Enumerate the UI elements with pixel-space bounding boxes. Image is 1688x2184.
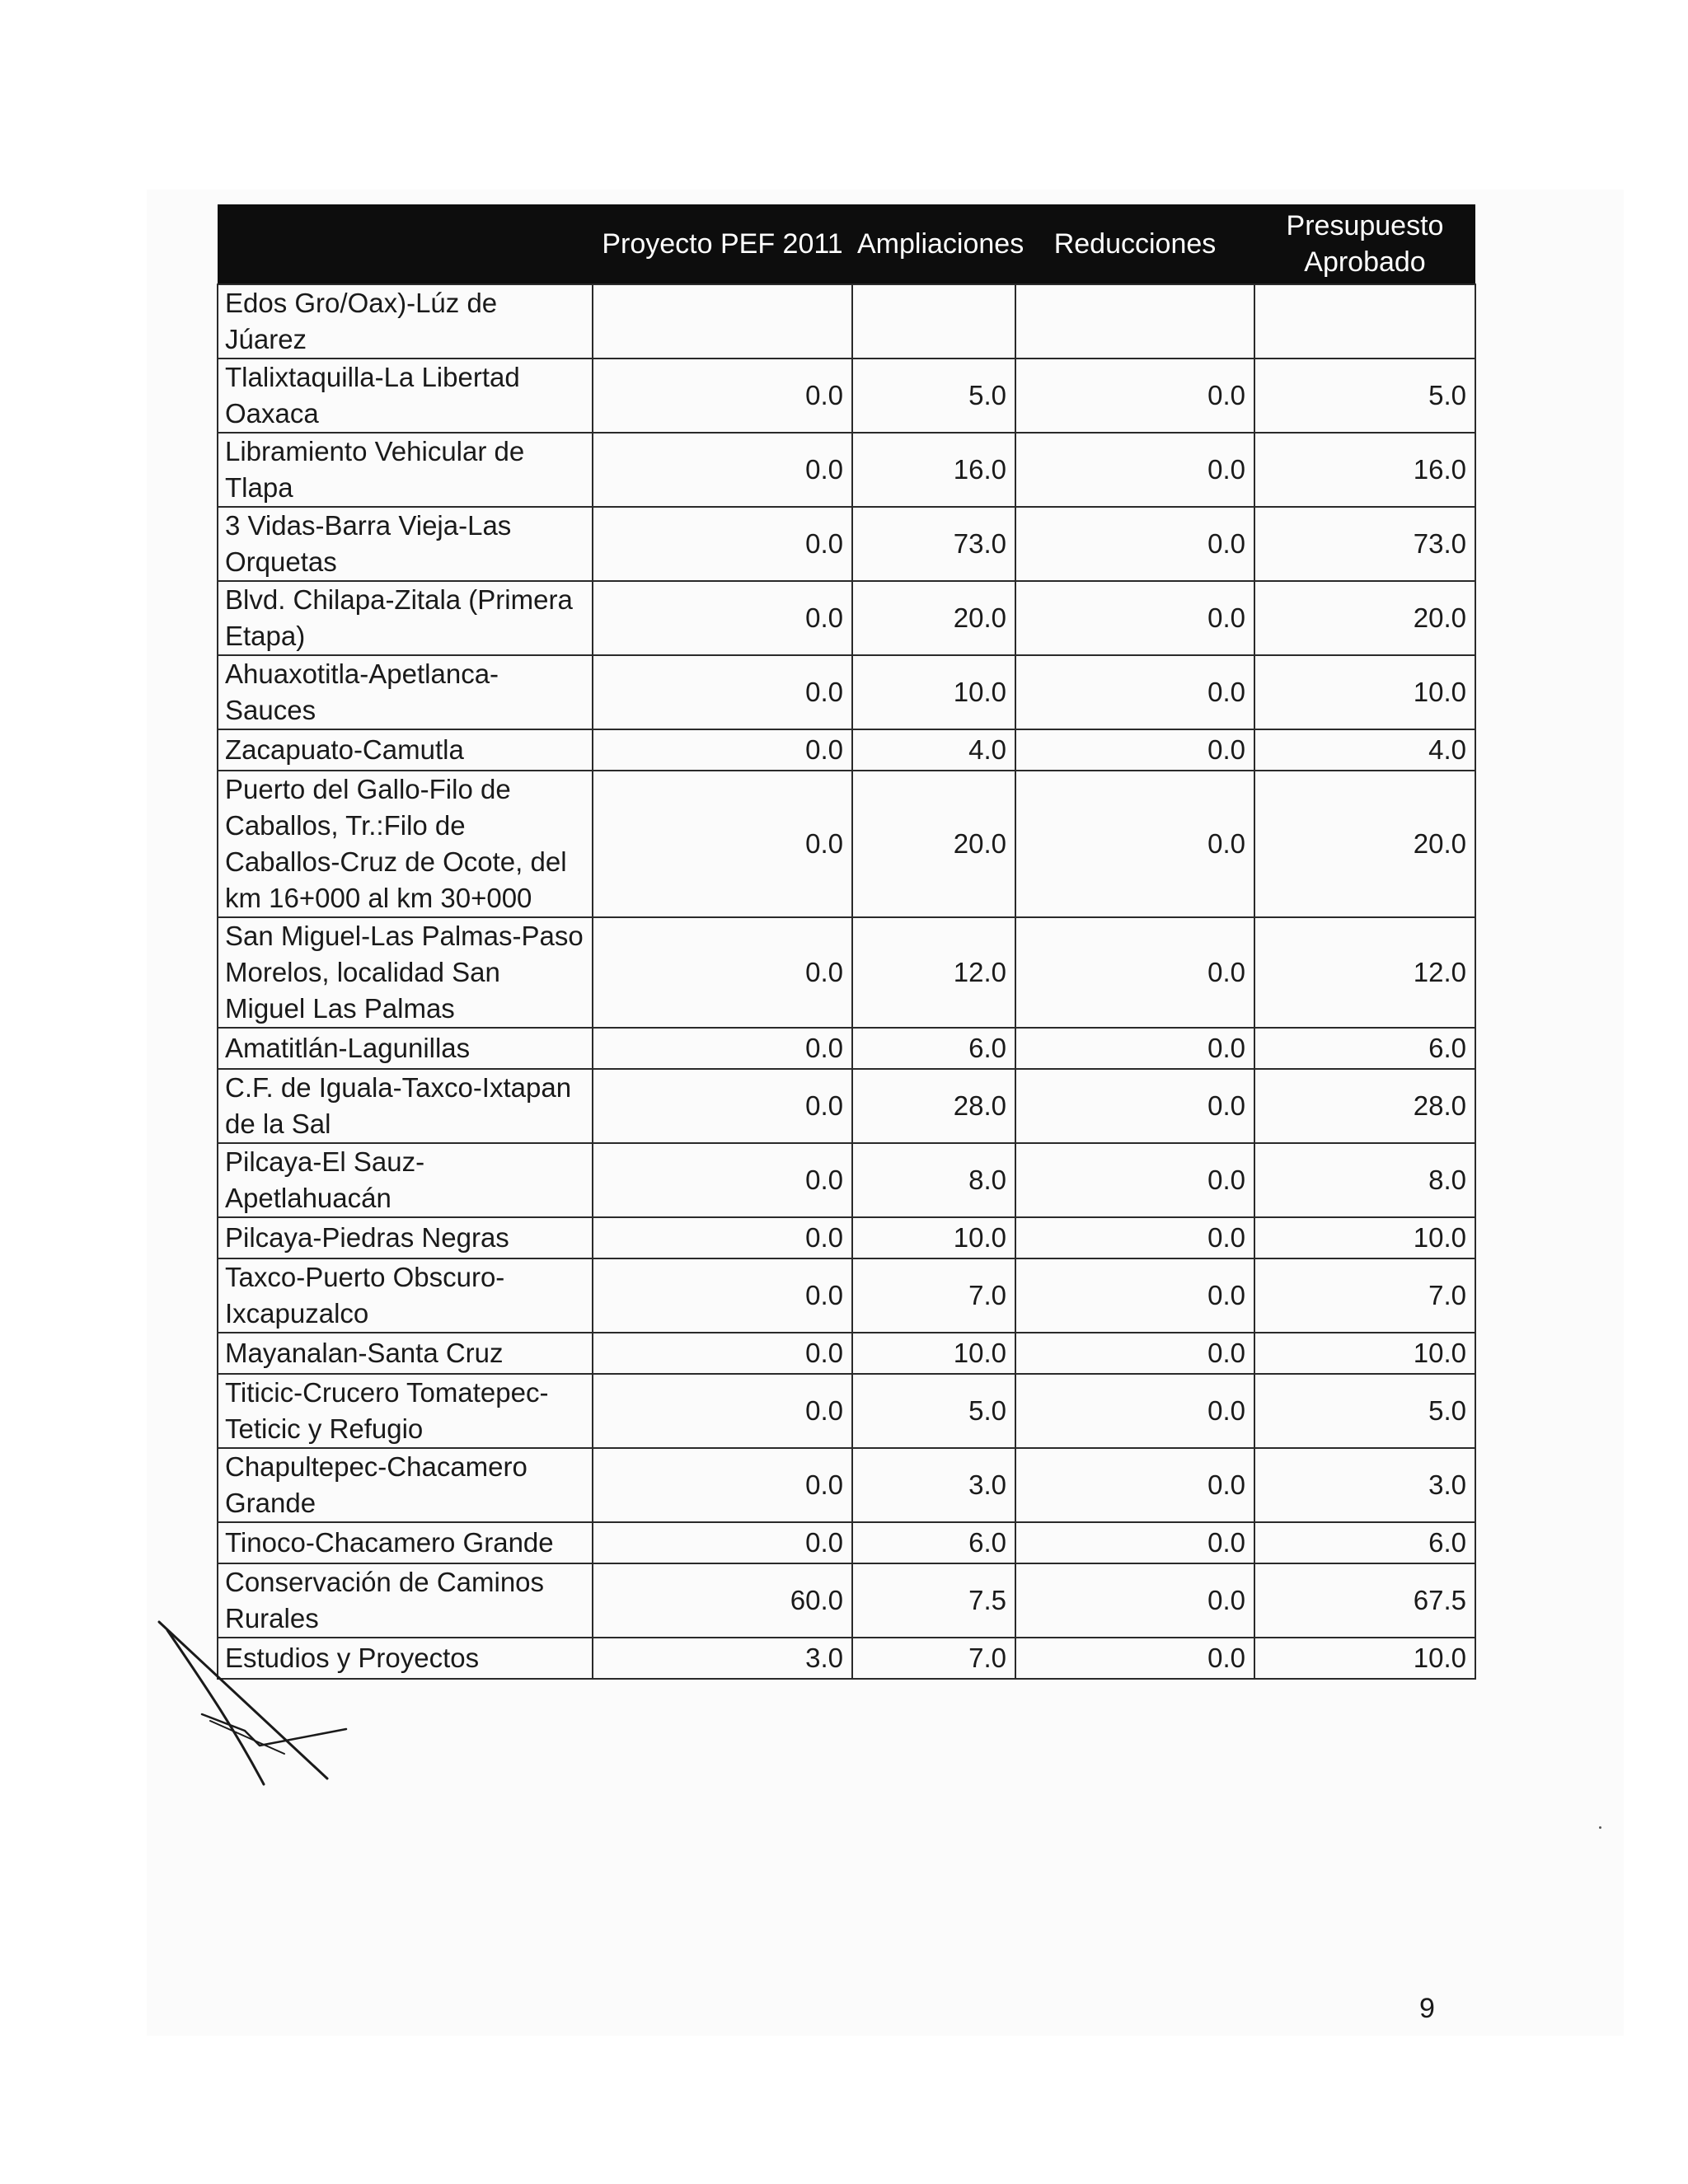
table-row — [218, 917, 1475, 1028]
row-ampliaciones: 5.0 — [852, 359, 1015, 433]
row-reducciones: 0.0 — [1015, 1563, 1254, 1638]
row-presupuesto: 16.0 — [1254, 433, 1475, 507]
row-name: Titicic-Crucero Tomatepec-Teticic y Refugio — [218, 1374, 593, 1448]
row-name: Libramiento Vehicular de Tlapa — [218, 433, 593, 507]
row-presupuesto: 67.5 — [1254, 1563, 1475, 1638]
table-row — [218, 1217, 1475, 1258]
row-name: Tinoco-Chacamero Grande — [218, 1522, 593, 1563]
row-ampliaciones: 16.0 — [852, 433, 1015, 507]
row-presupuesto: 10.0 — [1254, 655, 1475, 729]
row-ampliaciones: 6.0 — [852, 1028, 1015, 1069]
row-proyecto: 0.0 — [593, 581, 852, 655]
table-row — [218, 1069, 1475, 1143]
row-name: Chapultepec-Chacamero Grande — [218, 1448, 593, 1522]
row-presupuesto: 3.0 — [1254, 1448, 1475, 1522]
row-name: Ahuaxotitla-Apetlanca-Sauces — [218, 655, 593, 729]
row-reducciones: 0.0 — [1015, 433, 1254, 507]
row-name: Amatitlán-Lagunillas — [218, 1028, 593, 1069]
row-reducciones: 0.0 — [1015, 507, 1254, 581]
table-row — [218, 1448, 1475, 1522]
row-name: Tlalixtaquilla-La Libertad Oaxaca — [218, 359, 593, 433]
row-name: Pilcaya-Piedras Negras — [218, 1217, 593, 1258]
table-row — [218, 655, 1475, 729]
row-proyecto: 0.0 — [593, 1333, 852, 1374]
header-proyecto-pef: Proyecto PEF 2011 — [593, 204, 852, 284]
table-row — [218, 771, 1475, 917]
row-reducciones: 0.0 — [1015, 1374, 1254, 1448]
scan-speck — [1599, 1826, 1601, 1829]
row-presupuesto: 5.0 — [1254, 359, 1475, 433]
row-reducciones: 0.0 — [1015, 1448, 1254, 1522]
row-ampliaciones: 10.0 — [852, 1217, 1015, 1258]
row-presupuesto — [1254, 284, 1475, 359]
row-ampliaciones: 3.0 — [852, 1448, 1015, 1522]
row-proyecto: 0.0 — [593, 1448, 852, 1522]
row-reducciones: 0.0 — [1015, 729, 1254, 771]
row-ampliaciones: 8.0 — [852, 1143, 1015, 1217]
row-ampliaciones: 10.0 — [852, 1333, 1015, 1374]
row-reducciones: 0.0 — [1015, 1638, 1254, 1679]
row-proyecto: 0.0 — [593, 917, 852, 1028]
row-name: Pilcaya-El Sauz-Apetlahuacán — [218, 1143, 593, 1217]
row-ampliaciones: 5.0 — [852, 1374, 1015, 1448]
row-presupuesto: 20.0 — [1254, 771, 1475, 917]
row-proyecto: 0.0 — [593, 359, 852, 433]
row-name: San Miguel-Las Palmas-Paso Morelos, localidad San Miguel Las Palmas — [218, 917, 593, 1028]
row-name: C.F. de Iguala-Taxco-Ixtapan de la Sal — [218, 1069, 593, 1143]
row-reducciones: 0.0 — [1015, 1333, 1254, 1374]
row-proyecto: 3.0 — [593, 1638, 852, 1679]
row-presupuesto: 4.0 — [1254, 729, 1475, 771]
row-name: Puerto del Gallo-Filo de Caballos, Tr.:Filo de Caballos-Cruz de Ocote, del km 16+000 al km 30+000 — [218, 771, 593, 917]
row-ampliaciones: 28.0 — [852, 1069, 1015, 1143]
row-proyecto: 0.0 — [593, 1028, 852, 1069]
table-row — [218, 1258, 1475, 1333]
header-presupuesto-aprobado: Presupuesto Aprobado — [1254, 204, 1475, 284]
row-proyecto: 0.0 — [593, 1143, 852, 1217]
header-ampliaciones: Ampliaciones — [852, 204, 1015, 284]
row-name: Conservación de Caminos Rurales — [218, 1563, 593, 1638]
row-proyecto: 0.0 — [593, 1258, 852, 1333]
row-name: 3 Vidas-Barra Vieja-Las Orquetas — [218, 507, 593, 581]
row-name: Edos Gro/Oax)-Lúz de Júarez — [218, 284, 593, 359]
row-reducciones: 0.0 — [1015, 1069, 1254, 1143]
row-presupuesto: 10.0 — [1254, 1638, 1475, 1679]
row-ampliaciones: 4.0 — [852, 729, 1015, 771]
row-proyecto: 60.0 — [593, 1563, 852, 1638]
table-row — [218, 507, 1475, 581]
row-presupuesto: 6.0 — [1254, 1028, 1475, 1069]
header-name — [218, 204, 593, 284]
row-presupuesto: 73.0 — [1254, 507, 1475, 581]
row-proyecto: 0.0 — [593, 1522, 852, 1563]
row-proyecto — [593, 284, 852, 359]
row-ampliaciones: 10.0 — [852, 655, 1015, 729]
row-ampliaciones: 73.0 — [852, 507, 1015, 581]
table-row — [218, 433, 1475, 507]
row-name: Blvd. Chilapa-Zitala (Primera Etapa) — [218, 581, 593, 655]
row-name: Estudios y Proyectos — [218, 1638, 593, 1679]
table-row — [218, 1522, 1475, 1563]
row-presupuesto: 6.0 — [1254, 1522, 1475, 1563]
row-proyecto: 0.0 — [593, 433, 852, 507]
row-ampliaciones: 6.0 — [852, 1522, 1015, 1563]
row-proyecto: 0.0 — [593, 1374, 852, 1448]
budget-table — [217, 204, 1476, 1680]
row-reducciones: 0.0 — [1015, 581, 1254, 655]
row-ampliaciones: 7.0 — [852, 1258, 1015, 1333]
row-proyecto: 0.0 — [593, 507, 852, 581]
table-row — [218, 1333, 1475, 1374]
row-reducciones — [1015, 284, 1254, 359]
row-presupuesto: 10.0 — [1254, 1217, 1475, 1258]
header-reducciones: Reducciones — [1015, 204, 1254, 284]
table-row — [218, 284, 1475, 359]
table-row — [218, 729, 1475, 771]
table-row — [218, 1028, 1475, 1069]
row-proyecto: 0.0 — [593, 655, 852, 729]
row-ampliaciones: 12.0 — [852, 917, 1015, 1028]
row-ampliaciones: 7.5 — [852, 1563, 1015, 1638]
table-row — [218, 1143, 1475, 1217]
handwritten-signature — [152, 1615, 350, 1797]
row-proyecto: 0.0 — [593, 1069, 852, 1143]
row-reducciones: 0.0 — [1015, 917, 1254, 1028]
row-reducciones: 0.0 — [1015, 655, 1254, 729]
row-presupuesto: 20.0 — [1254, 581, 1475, 655]
row-presupuesto: 8.0 — [1254, 1143, 1475, 1217]
row-reducciones: 0.0 — [1015, 1522, 1254, 1563]
row-presupuesto: 12.0 — [1254, 917, 1475, 1028]
row-ampliaciones: 7.0 — [852, 1638, 1015, 1679]
row-proyecto: 0.0 — [593, 729, 852, 771]
row-reducciones: 0.0 — [1015, 771, 1254, 917]
table-row — [218, 1563, 1475, 1638]
table-row — [218, 1374, 1475, 1448]
table-row — [218, 581, 1475, 655]
row-reducciones: 0.0 — [1015, 1028, 1254, 1069]
row-name: Taxco-Puerto Obscuro-Ixcapuzalco — [218, 1258, 593, 1333]
page-number: 9 — [1419, 1993, 1435, 2024]
row-presupuesto: 5.0 — [1254, 1374, 1475, 1448]
row-presupuesto: 7.0 — [1254, 1258, 1475, 1333]
row-proyecto: 0.0 — [593, 1217, 852, 1258]
row-ampliaciones — [852, 284, 1015, 359]
row-presupuesto: 10.0 — [1254, 1333, 1475, 1374]
row-proyecto: 0.0 — [593, 771, 852, 917]
table-row — [218, 1638, 1475, 1679]
row-presupuesto: 28.0 — [1254, 1069, 1475, 1143]
row-reducciones: 0.0 — [1015, 1217, 1254, 1258]
table-row — [218, 359, 1475, 433]
table-header-row — [218, 204, 1475, 284]
row-name: Mayanalan-Santa Cruz — [218, 1333, 593, 1374]
row-reducciones: 0.0 — [1015, 1258, 1254, 1333]
row-ampliaciones: 20.0 — [852, 581, 1015, 655]
row-reducciones: 0.0 — [1015, 1143, 1254, 1217]
row-reducciones: 0.0 — [1015, 359, 1254, 433]
row-name: Zacapuato-Camutla — [218, 729, 593, 771]
row-ampliaciones: 20.0 — [852, 771, 1015, 917]
